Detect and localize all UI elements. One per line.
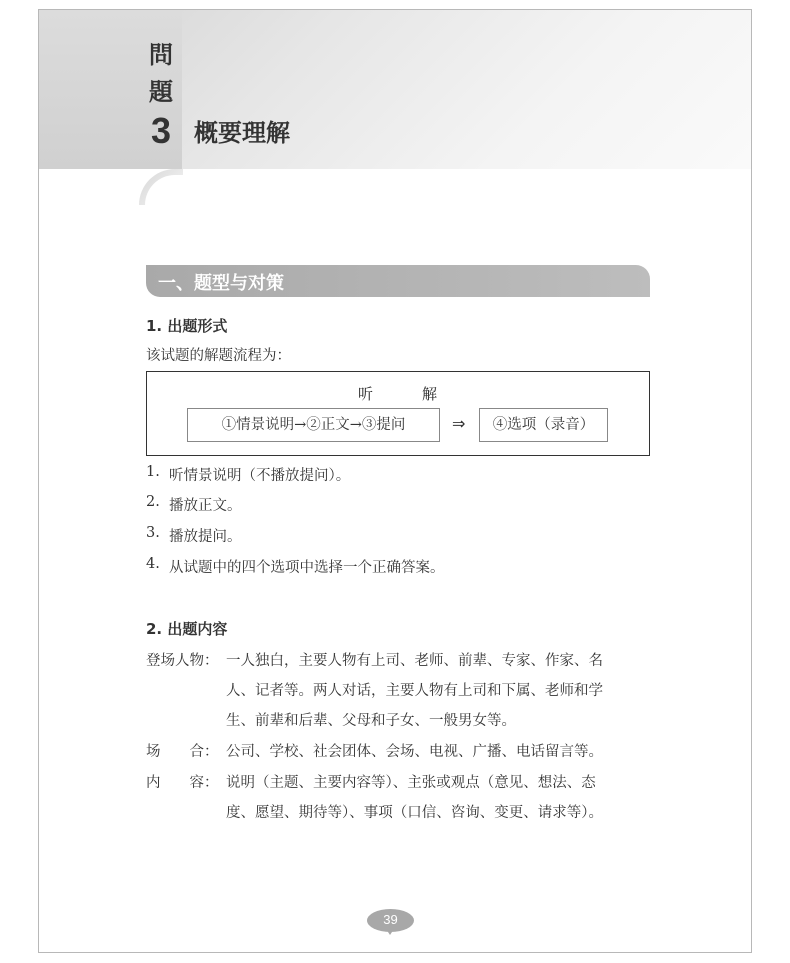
list-item-text: 播放正文。 (169, 498, 242, 514)
part1-heading: 1. 出题形式 (146, 317, 228, 335)
row-label-setting: 场 合： (146, 744, 219, 760)
list-item-num: 4. (146, 556, 160, 572)
section-title: 一、题型与对策 (158, 273, 284, 294)
row-text-line: 人、记者等。两人对话，主要人物有上司和下属、老师和学 (226, 683, 603, 699)
part1-intro: 该试题的解题流程为： (146, 348, 291, 364)
list-item-num: 2. (146, 494, 160, 510)
chapter-title: 概要理解 (194, 119, 290, 147)
row-text-line: 一人独白，主要人物有上司、老师、前辈、专家、作家、名 (226, 653, 603, 669)
list-item-text: 播放提问。 (169, 529, 242, 545)
chapter-char-dai: 題 (149, 78, 173, 106)
list-item-text: 听情景说明（不播放提问）。 (169, 468, 351, 484)
row-label-content: 内 容： (146, 775, 219, 791)
chapter-char-mon: 問 (149, 41, 173, 69)
list-item-num: 1. (146, 464, 160, 480)
flow-step-listen: ①情景说明→②正文→③提问 (187, 408, 440, 442)
page-number-badge (367, 909, 414, 932)
row-text-line: 生、前辈和后辈、父母和子女、一般男女等。 (226, 713, 516, 729)
part2-heading: 2. 出题内容 (146, 620, 228, 638)
chapter-number: 3 (150, 110, 172, 151)
flow-arrow-icon: ⇒ (452, 414, 466, 433)
list-item-text: 从试题中的四个选项中选择一个正确答案。 (169, 560, 445, 576)
flow-label-listen: 听 (358, 385, 374, 403)
section-title-bar (146, 265, 650, 297)
row-text-line: 度、愿望、期待等）、事项（口信、咨询、变更、请求等）。 (226, 805, 603, 821)
list-item-num: 3. (146, 525, 160, 541)
flow-label-solve: 解 (422, 385, 438, 403)
row-text-line: 说明（主题、主要内容等）、主张或观点（意见、想法、态 (226, 775, 596, 791)
flow-step-choose: ④选项（录音） (479, 408, 608, 442)
row-text-line: 公司、学校、社会团体、会场、电视、广播、电话留言等。 (226, 744, 603, 760)
row-label-characters: 登场人物： (146, 653, 219, 669)
page-number: 39 (383, 912, 398, 927)
